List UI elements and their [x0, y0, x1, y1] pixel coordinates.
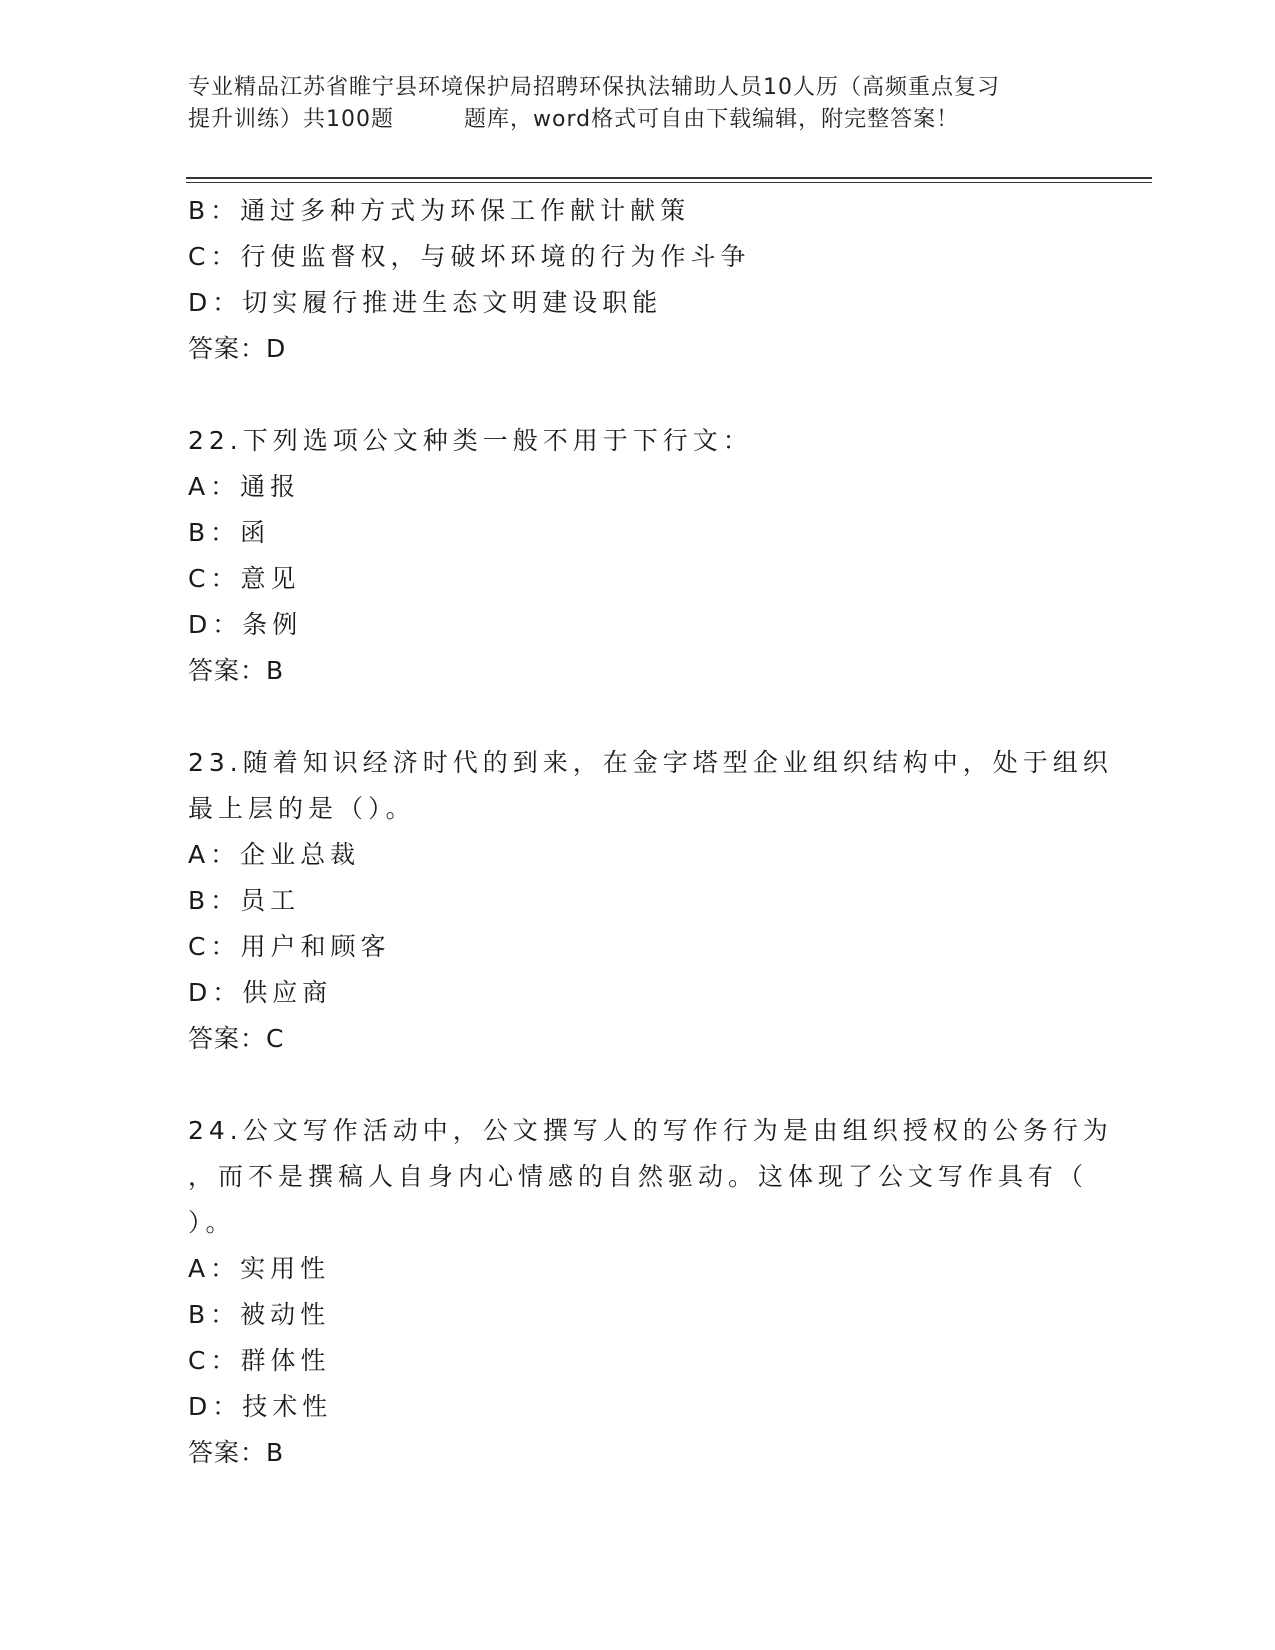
question-block-carryover: [188, 188, 1088, 372]
option-b: B：员工: [188, 886, 301, 915]
question-text-continued: 最上层的是（）。: [188, 794, 416, 823]
option-b: B：被动性: [188, 1300, 331, 1329]
option-b: B：通过多种方式为环保工作献计献策: [188, 196, 691, 225]
header-title-line-2b: 题库，word格式可自由下载编辑，附完整答案！: [464, 107, 960, 132]
header-title-line-1: 专业精品江苏省睢宁县环境保护局招聘环保执法辅助人员10人历（高频重点复习: [188, 75, 1000, 100]
question-text: 23.随着知识经济时代的到来，在金字塔型企业组织结构中，处于组织: [188, 748, 1113, 777]
option-a: A：通报: [188, 472, 301, 501]
option-c: C：行使监督权，与破坏环境的行为作斗争: [188, 242, 751, 271]
question-block-23: [188, 740, 1113, 1062]
question-text: 24.公文写作活动中，公文撰写人的写作行为是由组织授权的公务行为: [188, 1116, 1113, 1145]
option-c: C：用户和顾客: [188, 932, 391, 961]
answer-line: 答案：D: [188, 334, 287, 363]
document-header: [188, 72, 1088, 136]
option-d: D：条例: [188, 610, 303, 639]
option-d: D：供应商: [188, 978, 333, 1007]
option-b: B：函: [188, 518, 271, 547]
option-c: C：意见: [188, 564, 301, 593]
header-divider-thin: [186, 182, 1152, 183]
answer-line: 答案：C: [188, 1024, 285, 1053]
question-block-22: [188, 418, 1088, 694]
header-divider-thick: [186, 177, 1152, 179]
option-a: A：企业总裁: [188, 840, 361, 869]
question-block-24: [188, 1108, 1113, 1476]
answer-line: 答案：B: [188, 1438, 285, 1467]
option-d: D：切实履行推进生态文明建设职能: [188, 288, 663, 317]
option-a: A：实用性: [188, 1254, 331, 1283]
header-title-line-2a: 提升训练）共100题: [188, 107, 394, 132]
question-text: 22.下列选项公文种类一般不用于下行文：: [188, 426, 753, 455]
question-text-continued: ）。: [188, 1208, 236, 1237]
question-text-continued: ，而不是撰稿人自身内心情感的自然驱动。这体现了公文写作具有（: [188, 1162, 1089, 1191]
option-d: D：技术性: [188, 1392, 333, 1421]
question-list: [188, 188, 1113, 1476]
header-title-line-2: [188, 104, 1088, 136]
answer-line: 答案：B: [188, 656, 285, 685]
option-c: C：群体性: [188, 1346, 331, 1375]
